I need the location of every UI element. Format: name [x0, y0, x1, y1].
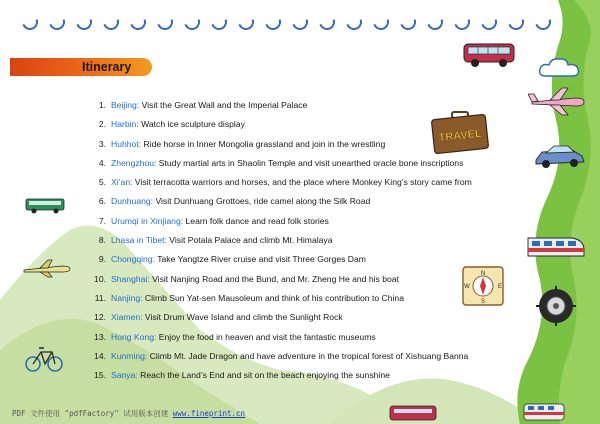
item-city: Chongqing: [111, 254, 155, 265]
list-item [86, 289, 506, 308]
item-city: Xi’an: [111, 177, 133, 188]
list-item [86, 231, 506, 250]
item-description: Climb Mt. Jade Dragon and have adventure in the tropical forest of Xishuang Banna [147, 350, 469, 361]
item-number: 11. [94, 292, 106, 303]
itinerary-list [86, 96, 506, 385]
item-number: 6. [98, 196, 106, 207]
item-description: Study martial arts in Shaolin Temple and visit unearthed oracle bone inscriptions [156, 157, 464, 168]
item-description: Visit Dunhuang Grottoes, ride camel along the Silk Road [153, 196, 371, 207]
compass-s: S [480, 299, 486, 305]
list-item [86, 154, 506, 173]
item-description: Visit the Great Wall and the Imperial Palace [139, 100, 308, 110]
list-item [86, 270, 506, 289]
airplane-icon [528, 84, 588, 118]
item-city: Beijing: [111, 100, 140, 110]
item-city: Hong Kong: [111, 331, 157, 342]
item-number: 3. [98, 138, 106, 149]
footer [12, 408, 245, 419]
list-item [86, 308, 506, 327]
item-number: 1. [98, 100, 106, 110]
item-city: Sanya: [111, 370, 138, 381]
footer-text: PDF 文件使用 "pdfFactory" 试用版本创建 [12, 409, 173, 418]
list-item [86, 366, 506, 385]
item-number: 4. [98, 157, 106, 168]
small-bus-icon [24, 196, 68, 216]
item-number: 10. [94, 273, 106, 284]
item-description: Ride horse in Inner Mongolia grassland and join in the wrestling [141, 138, 386, 149]
list-item [86, 250, 506, 269]
tire-icon [536, 286, 576, 326]
bottom-bus-icon [388, 404, 438, 424]
item-city: Dunhuang: [111, 196, 154, 207]
item-city: Lhasa in Tibet: [111, 235, 167, 246]
item-description: Reach the Land’s End and sit on the beach enjoying the sunshine [137, 370, 390, 381]
binding-rings [14, 10, 574, 34]
item-number: 15. [94, 370, 106, 381]
compass-e: E [497, 284, 503, 290]
item-description: Visit Potala Palace and climb Mt. Himalaya [166, 235, 333, 246]
list-item [86, 192, 506, 211]
item-city: Zhengzhou: [111, 157, 157, 168]
item-description: Visit terracotta warriors and horses, and the place where Monkey King’s story came from [132, 177, 472, 188]
list-item [86, 135, 506, 154]
item-description: Visit Drum Wave Island and climb the Sunlight Rock [142, 312, 343, 323]
travel-sign-text: TRAVEL [438, 127, 483, 145]
bottom-train-icon [522, 400, 566, 424]
item-description: Learn folk dance and read folk stories [183, 215, 329, 226]
item-city: Kunming: [111, 350, 148, 361]
item-description: Visit Nanjing Road and the Bund, and Mr. Zheng He and his boat [149, 273, 399, 284]
item-city: Shanghai: [111, 273, 150, 284]
item-city: Urumqi in Xinjiang: [111, 215, 184, 226]
item-city: Huhhot: [111, 138, 142, 149]
list-item [86, 96, 506, 115]
page-title: Itinerary [82, 60, 132, 74]
item-city: Nanjing: [111, 292, 143, 303]
car-icon [532, 142, 588, 170]
compass-w: W [464, 284, 470, 290]
list-item [86, 328, 506, 347]
item-number: 14. [94, 350, 106, 361]
list-item [86, 347, 506, 366]
item-number: 9. [98, 254, 106, 265]
item-number: 13. [94, 331, 106, 342]
cloud-icon [538, 56, 582, 80]
item-city: Harbin: [111, 119, 139, 130]
item-number: 7. [98, 215, 106, 226]
bus-icon [462, 40, 518, 70]
footer-link[interactable]: www.fineprint.cn [172, 409, 246, 418]
item-description: Climb Sun Yat-sen Mausoleum and think of his contribution to China [142, 292, 404, 303]
item-number: 8. [98, 235, 106, 246]
compass-n: N [480, 271, 486, 277]
item-number: 2. [98, 119, 106, 130]
item-description: Take Yangtze River cruise and visit Three Gorges Dam [154, 254, 366, 265]
list-item [86, 115, 506, 134]
item-number: 12. [94, 312, 106, 323]
jet-icon [22, 258, 72, 278]
list-item [86, 173, 506, 192]
train-icon [526, 232, 586, 262]
item-city: Xiamen: [111, 312, 143, 323]
item-number: 5. [98, 177, 106, 188]
list-item [86, 212, 506, 231]
bicycle-icon [24, 340, 64, 374]
item-description: Enjoy the food in heaven and visit the fantastic museums [156, 331, 376, 342]
item-description: Watch ice sculpture display [138, 119, 245, 130]
